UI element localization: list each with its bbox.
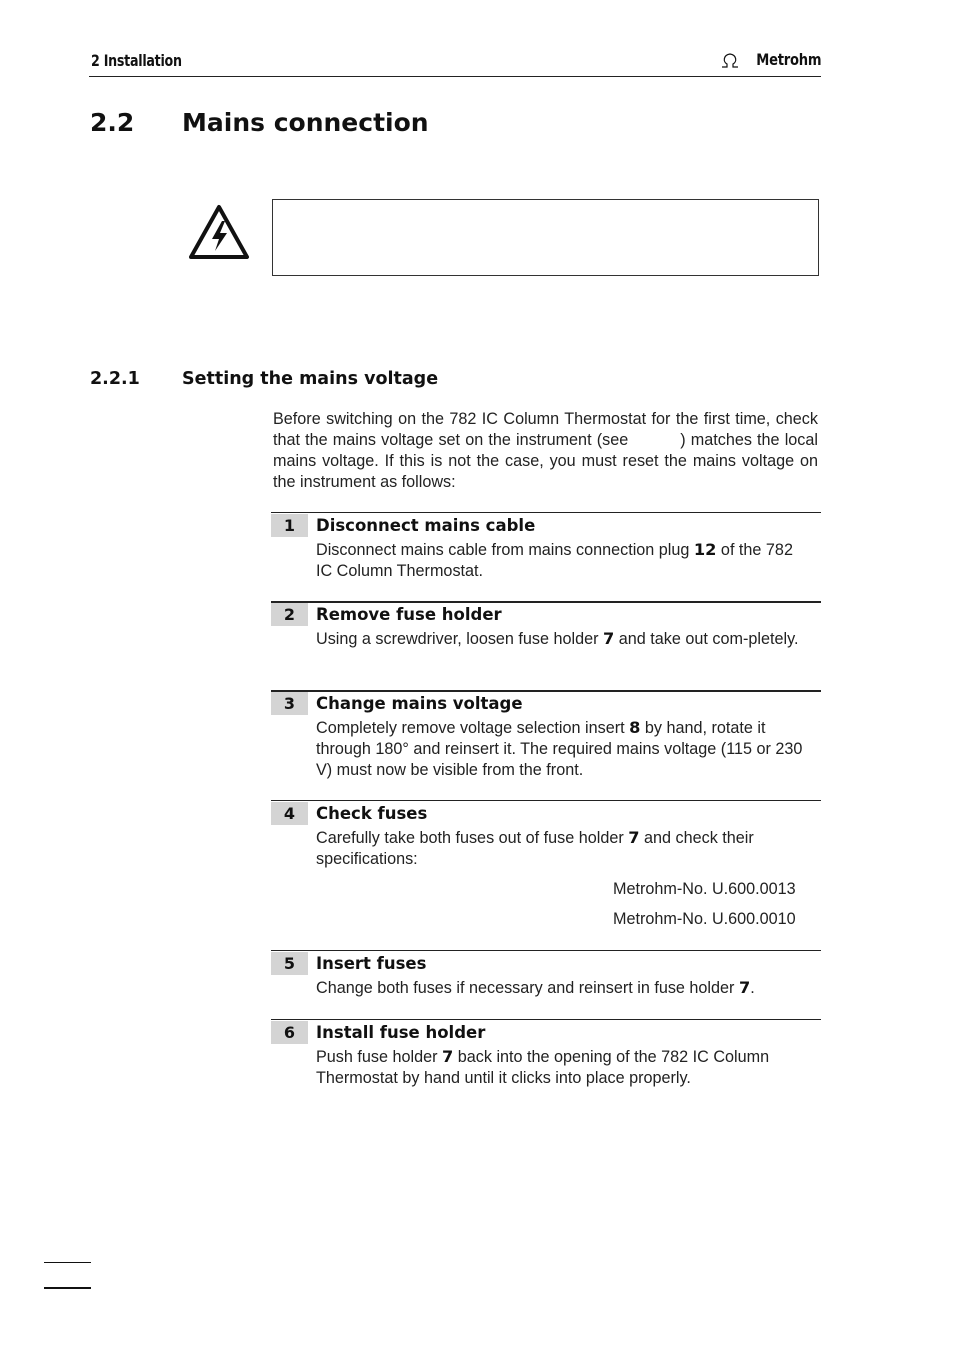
part-reference: 8 [629, 718, 641, 737]
intro-text-1: Before switching on the 782 IC Column Thermostat for the first time, check that the mains voltage set on the instrument (see [273, 410, 818, 449]
step-title: Check fuses [316, 804, 428, 823]
footer-rule [44, 1262, 91, 1263]
step-text [316, 1046, 806, 1089]
part-reference: 7 [738, 978, 751, 997]
intro-paragraph [273, 409, 818, 493]
step-text-part: of the 782 IC Column Thermostat. [316, 541, 793, 580]
step-text-part: and check their specifications: [316, 829, 754, 868]
step-text-part: Using a screwdriver, loosen fuse holder [316, 630, 604, 648]
high-voltage-warning-icon [188, 204, 250, 260]
step-rule [271, 950, 821, 951]
step-text [316, 977, 806, 999]
step-title: Insert fuses [316, 954, 427, 973]
step-rule [271, 1019, 821, 1020]
step-text-part: back into the opening of the 782 IC Column Thermostat by hand until it clicks into place properly. [316, 1048, 770, 1087]
subsection-title: Setting the mains voltage [182, 369, 439, 389]
running-header: 2 Installation [91, 51, 182, 70]
step-title: Change mains voltage [316, 694, 523, 713]
step-title: Disconnect mains cable [316, 516, 536, 535]
omega-logo-icon [720, 52, 740, 68]
section-number: 2.2 [90, 108, 135, 137]
header-rule [89, 76, 821, 77]
step-title: Remove fuse holder [316, 605, 502, 624]
section-heading [90, 108, 429, 137]
step-text-part: and take out com-pletely. [614, 630, 799, 648]
part-reference: 7 [441, 1047, 454, 1066]
step-text-part: Change both fuses if necessary and reinsert in fuse holder [316, 979, 739, 997]
step-rule [271, 512, 821, 513]
step-number: 1 [271, 514, 308, 537]
fuse-spec: Metrohm-No. U.600.0010 [613, 910, 796, 928]
step-number: 4 [271, 802, 308, 825]
step-text-part: Disconnect mains cable from mains connection plug [316, 541, 694, 559]
step-text-part: . [750, 979, 755, 997]
footer-rule [44, 1287, 91, 1289]
brand-logo [720, 50, 821, 69]
step-title: Install fuse holder [316, 1023, 486, 1042]
fuse-spec: Metrohm-No. U.600.0013 [613, 880, 796, 898]
intro-text-2: ) matches the local mains voltage. If this is not the case, you must reset the mains voltage on the instrument as follows: [273, 431, 818, 491]
step-text [316, 827, 806, 870]
step-text-part: by hand, rotate it through 180° and reinsert it. The required mains voltage (115 or 230 V) must now be visible from the front. [316, 719, 803, 779]
step-number: 2 [271, 603, 308, 626]
step-number: 3 [271, 692, 308, 715]
subsection-number: 2.2.1 [90, 369, 140, 389]
step-rule [271, 800, 821, 801]
part-reference: 7 [603, 629, 615, 648]
part-reference: 12 [693, 540, 717, 559]
subsection-heading [90, 369, 438, 389]
step-rule [271, 601, 821, 603]
step-text [316, 539, 806, 582]
warning-box [272, 199, 819, 276]
step-text-part: Completely remove voltage selection insert [316, 719, 630, 737]
step-number: 5 [271, 952, 308, 975]
step-text [316, 628, 806, 650]
section-title: Mains connection [182, 108, 429, 137]
step-text-part: Carefully take both fuses out of fuse holder [316, 829, 629, 847]
step-number: 6 [271, 1021, 308, 1044]
part-reference: 7 [628, 828, 640, 847]
step-text-part: Push fuse holder [316, 1048, 442, 1066]
brand-name: Metrohm [755, 50, 821, 69]
step-text [316, 717, 806, 781]
step-rule [271, 690, 821, 692]
